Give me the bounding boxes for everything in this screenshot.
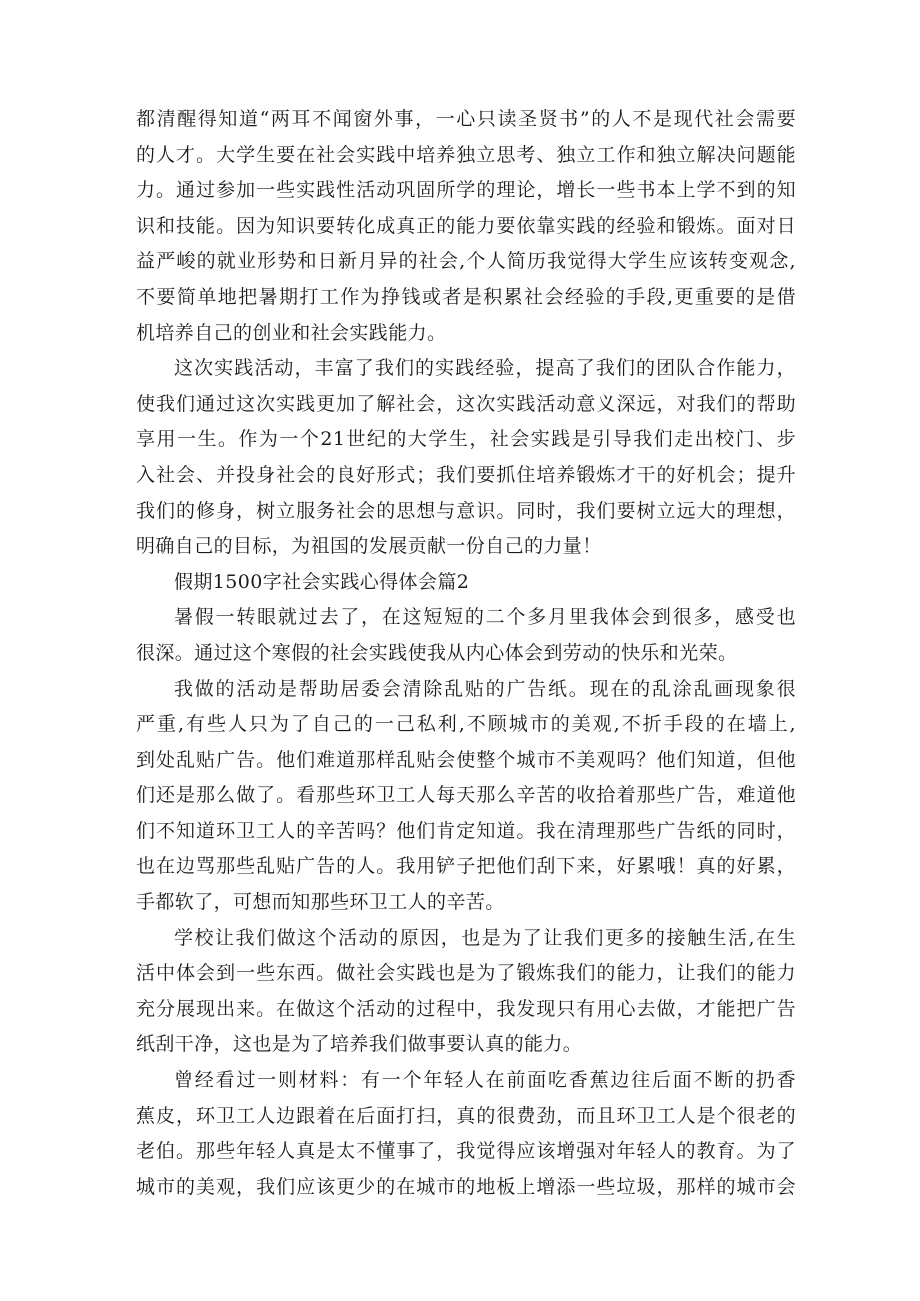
text-line: 使我们通过这次实践更加了解社会，这次实践活动意义深远，对我们的帮助 xyxy=(136,392,796,415)
text-line: 也在边骂那些乱贴广告的人。我用铲子把他们刮下来，好累哦！真的好累， xyxy=(136,855,796,878)
text-line: 入社会、并投身社会的良好形式；我们要抓住培养锻炼才干的好机会；提升 xyxy=(136,463,796,486)
text-line: 蕉皮，环卫工人边跟着在后面打扫，真的很费劲，而且环卫工人是个很老的 xyxy=(136,1104,796,1127)
text-line: 机培养自己的创业和社会实践能力。 xyxy=(136,321,447,344)
paragraph-p6 xyxy=(136,1063,796,1205)
section-heading: 假期1500字社会实践心得体会篇2 xyxy=(174,570,470,593)
text-line: 们不知道环卫工人的辛苦吗？他们肯定知道。我在清理那些广告纸的同时， xyxy=(136,819,796,842)
text-line: 力。通过参加一些实践性活动巩固所学的理论，增长一些书本上学不到的知 xyxy=(136,179,796,202)
text-line: 们还是那么做了。看那些环卫工人每天那么辛苦的收拾着那些广告，难道他 xyxy=(136,784,796,807)
paragraph-p5 xyxy=(136,921,796,1063)
text-line: 都清醒得知道“两耳不闻窗外事，一心只读圣贤书”的人不是现代社会需要 xyxy=(136,108,796,130)
text-line: 我做的活动是帮助居委会清除乱贴的广告纸。现在的乱涂乱画现象很 xyxy=(174,677,796,700)
text-line: 我们的修身，树立服务社会的思想与意识。同时，我们要树立远大的理想， xyxy=(136,499,796,522)
text-line: 严重,有些人只为了自己的一己私利,不顾城市的美观,不折手段的在墙上, xyxy=(136,713,796,736)
paragraph-p1 xyxy=(136,102,796,351)
text-line: 学校让我们做这个活动的原因，也是为了让我们更多的接触生活,在生 xyxy=(174,926,796,949)
text-line: 纸刮干净，这也是为了培养我们做事要认真的能力。 xyxy=(136,1033,583,1056)
text-line: 的人才。大学生要在社会实践中培养独立思考、独立工作和独立解决问题能 xyxy=(136,143,796,166)
text-line: 充分展现出来。在做这个活动的过程中，我发现只有用心去做，才能把广告 xyxy=(136,997,796,1020)
text-line: 暑假一转眼就过去了，在这短短的二个多月里我体会到很多，感受也 xyxy=(174,606,796,629)
text-line: 很深。通过这个寒假的社会实践使我从内心体会到劳动的快乐和光荣。 xyxy=(136,641,738,664)
document-body xyxy=(136,102,796,1205)
text-line: 城市的美观，我们应该更少的在城市的地板上增添一些垃圾，那样的城市会 xyxy=(136,1175,796,1198)
paragraph-p4 xyxy=(136,672,796,921)
text-line: 不要简单地把暑期打工作为挣钱或者是积累社会经验的手段,更重要的是借 xyxy=(136,285,796,308)
text-line: 这次实践活动，丰富了我们的实践经验，提高了我们的团队合作能力， xyxy=(174,357,796,380)
paragraph-p3 xyxy=(136,600,796,671)
text-line: 识和技能。因为知识要转化成真正的能力要依靠实践的经验和锻炼。面对日 xyxy=(136,214,796,237)
text-line: 益严峻的就业形势和日新月异的社会,个人简历我觉得大学生应该转变观念, xyxy=(136,250,796,273)
text-line: 到处乱贴广告。他们难道那样乱贴会使整个城市不美观吗？他们知道，但他 xyxy=(136,748,796,771)
paragraph-p2 xyxy=(136,351,796,565)
text-line: 手都软了，可想而知那些环卫工人的辛苦。 xyxy=(136,891,505,914)
text-line: 曾经看过一则材料：有一个年轻人在前面吃香蕉边往后面不断的扔香 xyxy=(174,1069,796,1092)
text-line: 活中体会到一些东西。做社会实践也是为了锻炼我们的能力，让我们的能力 xyxy=(136,962,796,985)
text-line: 享用一生。作为一个21世纪的大学生，社会实践是引导我们走出校门、步 xyxy=(136,428,796,451)
text-line: 明确自己的目标，为祖国的发展贡献一份自己的力量！ xyxy=(136,535,602,558)
text-line: 老伯。那些年轻人真是太不懂事了，我觉得应该增强对年轻人的教育。为了 xyxy=(136,1140,796,1163)
